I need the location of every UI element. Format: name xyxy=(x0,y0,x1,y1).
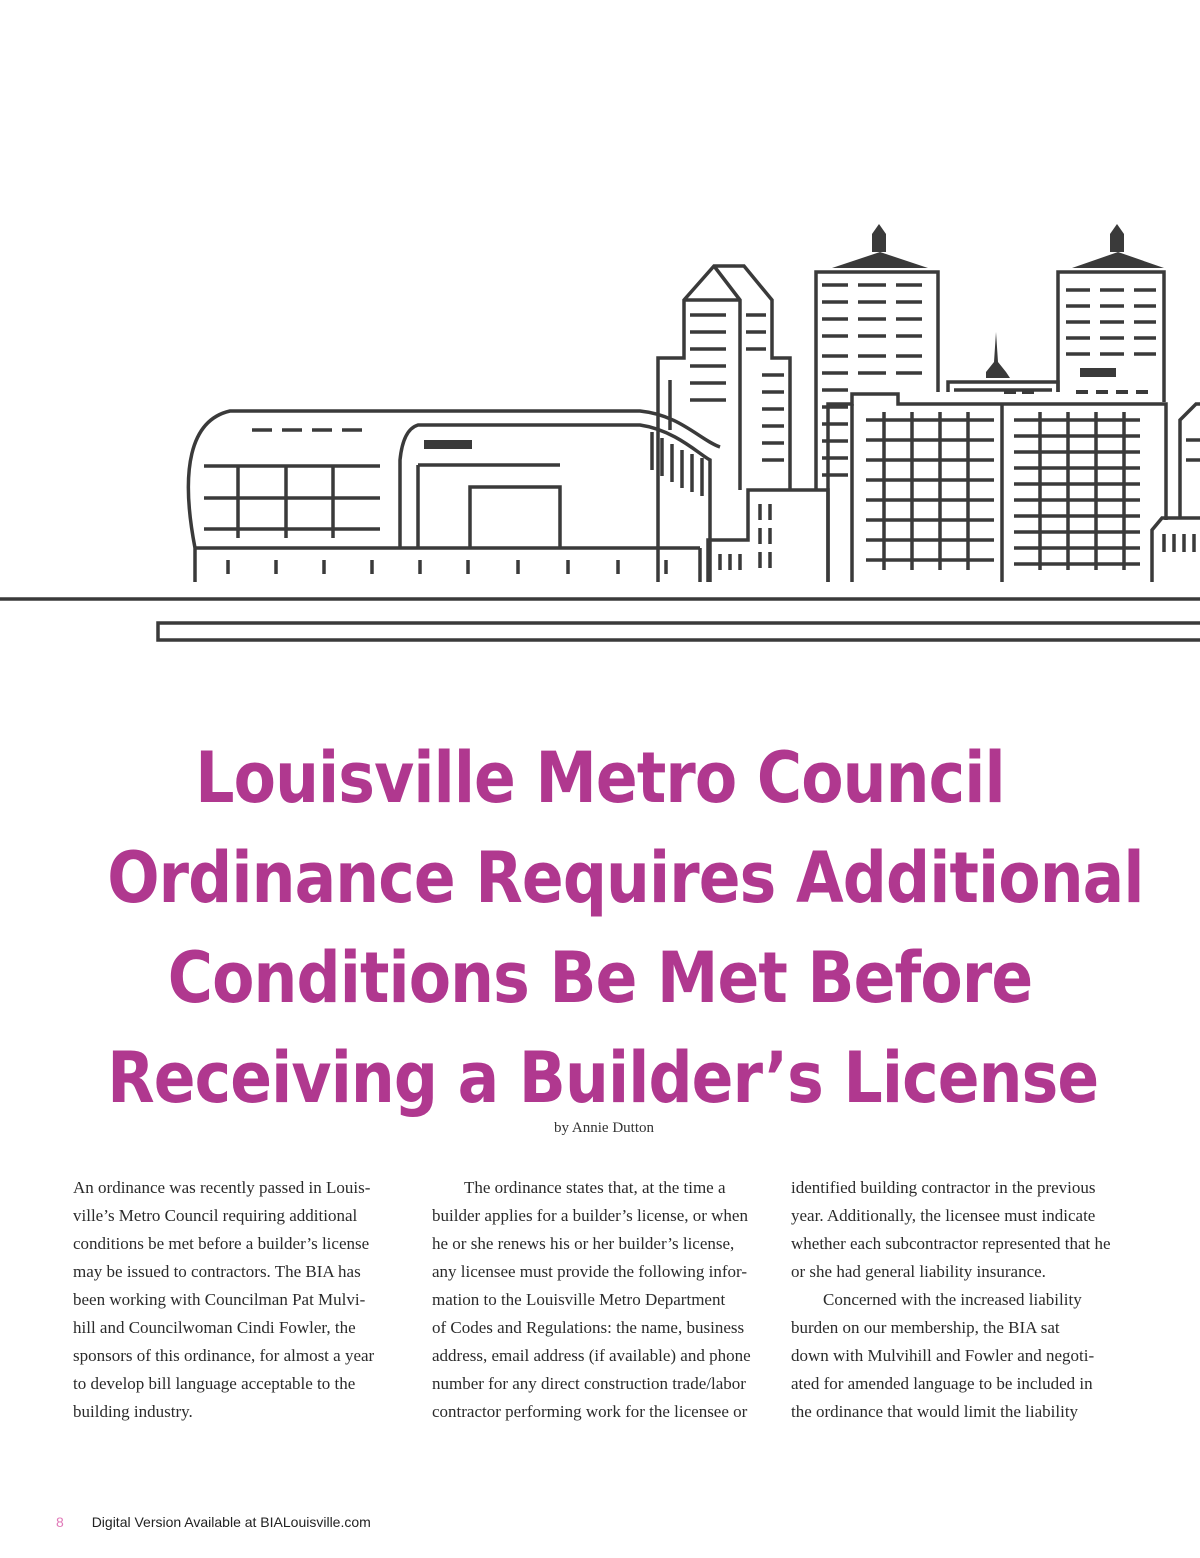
text-line: of Codes and Regulations: the name, business xyxy=(432,1318,745,1337)
text-line: The ordinance states that, at the time a xyxy=(464,1178,726,1197)
text-line: whether each subcontractor represented that he xyxy=(791,1234,1111,1253)
text-line: ville’s Metro Council requiring additional xyxy=(73,1206,358,1225)
paragraph xyxy=(791,1174,1131,1286)
paragraph xyxy=(73,1174,413,1426)
paragraph xyxy=(432,1174,772,1426)
text-line: burden on our membership, the BIA sat xyxy=(791,1318,1060,1337)
title-line: Receiving a Builder’s License xyxy=(107,1037,1099,1119)
article-column-3 xyxy=(791,1174,1131,1426)
text-line: or she had general liability insurance. xyxy=(791,1262,1046,1281)
text-line: address, email address (if available) and phone xyxy=(432,1346,751,1365)
text-line: he or she renews his or her builder’s license, xyxy=(432,1234,735,1253)
page-footer xyxy=(56,1514,371,1530)
text-line: year. Additionally, the licensee must indicate xyxy=(791,1206,1096,1225)
paragraph xyxy=(791,1286,1131,1426)
text-line: identified building contractor in the previous xyxy=(791,1178,1096,1197)
text-line: to develop bill language acceptable to the xyxy=(73,1374,356,1393)
title-line: Ordinance Requires Additional xyxy=(107,837,1144,919)
text-line: builder applies for a builder’s license, or when xyxy=(432,1206,748,1225)
article-title xyxy=(107,728,1144,1128)
text-line: hill and Councilwoman Cindi Fowler, the xyxy=(73,1318,356,1337)
text-line: Concerned with the increased liability xyxy=(823,1290,1082,1309)
text-line: any licensee must provide the following infor- xyxy=(432,1262,748,1281)
byline: by Annie Dutton xyxy=(554,1120,654,1136)
text-line: building industry. xyxy=(73,1402,193,1421)
text-line: conditions be met before a builder’s license xyxy=(73,1234,370,1253)
title-line: Conditions Be Met Before xyxy=(167,937,1033,1019)
text-line: the ordinance that would limit the liability xyxy=(791,1402,1079,1421)
text-line: down with Mulvihill and Fowler and negoti- xyxy=(791,1346,1095,1365)
text-line: An ordinance was recently passed in Louis- xyxy=(73,1178,371,1197)
skyline-illustration xyxy=(0,0,1200,660)
title-line: Louisville Metro Council xyxy=(195,737,1005,819)
text-line: may be issued to contractors. The BIA has xyxy=(73,1262,361,1281)
text-line: sponsors of this ordinance, for almost a year xyxy=(73,1346,375,1365)
article-column-2 xyxy=(432,1174,772,1426)
text-line: been working with Councilman Pat Mulvi- xyxy=(73,1290,366,1309)
footer-link-text[interactable]: Digital Version Available at BIALouisville.com xyxy=(91,1514,371,1530)
page-number: 8 xyxy=(56,1514,64,1530)
text-line: number for any direct construction trade/labor xyxy=(432,1374,746,1393)
article-column-1 xyxy=(73,1174,413,1426)
text-line: mation to the Louisville Metro Department xyxy=(432,1290,726,1309)
text-line: contractor performing work for the licensee or xyxy=(432,1402,748,1421)
text-line: ated for amended language to be included in xyxy=(791,1374,1093,1393)
